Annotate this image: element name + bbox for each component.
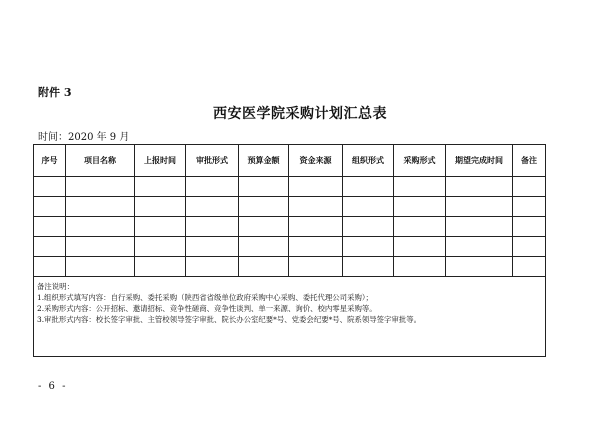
table-cell: [446, 217, 513, 237]
table-cell: [343, 217, 394, 237]
document-title: 西安医学院采购计划汇总表: [213, 106, 387, 122]
table-cell: [239, 217, 289, 237]
time-line: 时间：2020 年 9 月: [38, 132, 130, 143]
table-cell: [513, 177, 546, 197]
table-cell: [343, 197, 394, 217]
page-number: - 6 -: [38, 381, 68, 392]
table-row: [34, 197, 546, 217]
table-cell: [513, 217, 546, 237]
table-cell: [66, 237, 135, 257]
header-cell-procurement-form: 采购形式: [394, 145, 446, 177]
table-cell: [135, 217, 186, 237]
table-cell: [186, 237, 239, 257]
table-cell: [394, 177, 446, 197]
table-cell: [289, 237, 343, 257]
table-cell: [34, 197, 66, 217]
table-cell: [513, 237, 546, 257]
table-cell: [239, 237, 289, 257]
header-cell-index: 序号: [34, 145, 66, 177]
table-cell: [446, 257, 513, 277]
table-cell: [34, 237, 66, 257]
note-line-organization: 1.组织形式填写内容：自行采购、委托采购（陕西省省级单位政府采购中心采购、委托代理公司采购）；: [37, 293, 373, 302]
table-cell: [394, 257, 446, 277]
table-cell: [289, 177, 343, 197]
header-cell-fund-source: 资金来源: [289, 145, 343, 177]
table-cell: [186, 257, 239, 277]
table-cell: [186, 217, 239, 237]
table-cell: [289, 197, 343, 217]
table-cell: [289, 217, 343, 237]
table-cell: [34, 217, 66, 237]
table-cell: [135, 237, 186, 257]
header-cell-organization-form: 组织形式: [343, 145, 394, 177]
table-cell: [135, 257, 186, 277]
header-cell-approval-form: 审批形式: [186, 145, 239, 177]
table-cell: [343, 237, 394, 257]
table-cell: [394, 237, 446, 257]
table-cell: [394, 197, 446, 217]
table-cell: [343, 177, 394, 197]
table-cell: [66, 177, 135, 197]
table-row: [34, 237, 546, 257]
table-cell: [513, 197, 546, 217]
table-cell: [513, 257, 546, 277]
procurement-plan-table: [33, 144, 546, 357]
table-row: [34, 257, 546, 277]
table-cell: [394, 217, 446, 237]
table-cell: [34, 257, 66, 277]
notes-cell: [34, 277, 546, 357]
attachment-label: 附件 3: [38, 86, 72, 99]
table-cell: [239, 197, 289, 217]
header-row: [34, 145, 546, 177]
table-cell: [289, 257, 343, 277]
table-cell: [239, 177, 289, 197]
table-cell: [186, 177, 239, 197]
table-cell: [66, 217, 135, 237]
table-cell: [66, 257, 135, 277]
table-cell: [66, 197, 135, 217]
header-cell-expected-completion: 期望完成时间: [446, 145, 513, 177]
table-cell: [446, 197, 513, 217]
table-cell: [343, 257, 394, 277]
table-cell: [239, 257, 289, 277]
note-line-approval: 3.审批形式内容：校长签字审批、主管校领导签字审批、院长办公室纪要*号、党委会纪要*号、院系领导签字审批等。: [37, 315, 421, 324]
table-cell: [135, 197, 186, 217]
table-cell: [446, 177, 513, 197]
note-line-procurement: 2.采购形式内容：公开招标、邀请招标、竞争性磋商、竞争性谈判、单一来源、询价、校内零星采购等。: [37, 304, 377, 313]
table-cell: [186, 197, 239, 217]
table-row: [34, 217, 546, 237]
header-cell-budget: 预算金额: [239, 145, 289, 177]
table-cell: [135, 177, 186, 197]
table-cell: [446, 237, 513, 257]
notes-heading: 备注说明：: [37, 282, 74, 291]
table-cell: [34, 177, 66, 197]
notes-row: [34, 277, 546, 357]
table-row: [34, 177, 546, 197]
header-cell-remarks: 备注: [513, 145, 546, 177]
header-cell-report-time: 上报时间: [135, 145, 186, 177]
header-cell-project-name: 项目名称: [66, 145, 135, 177]
